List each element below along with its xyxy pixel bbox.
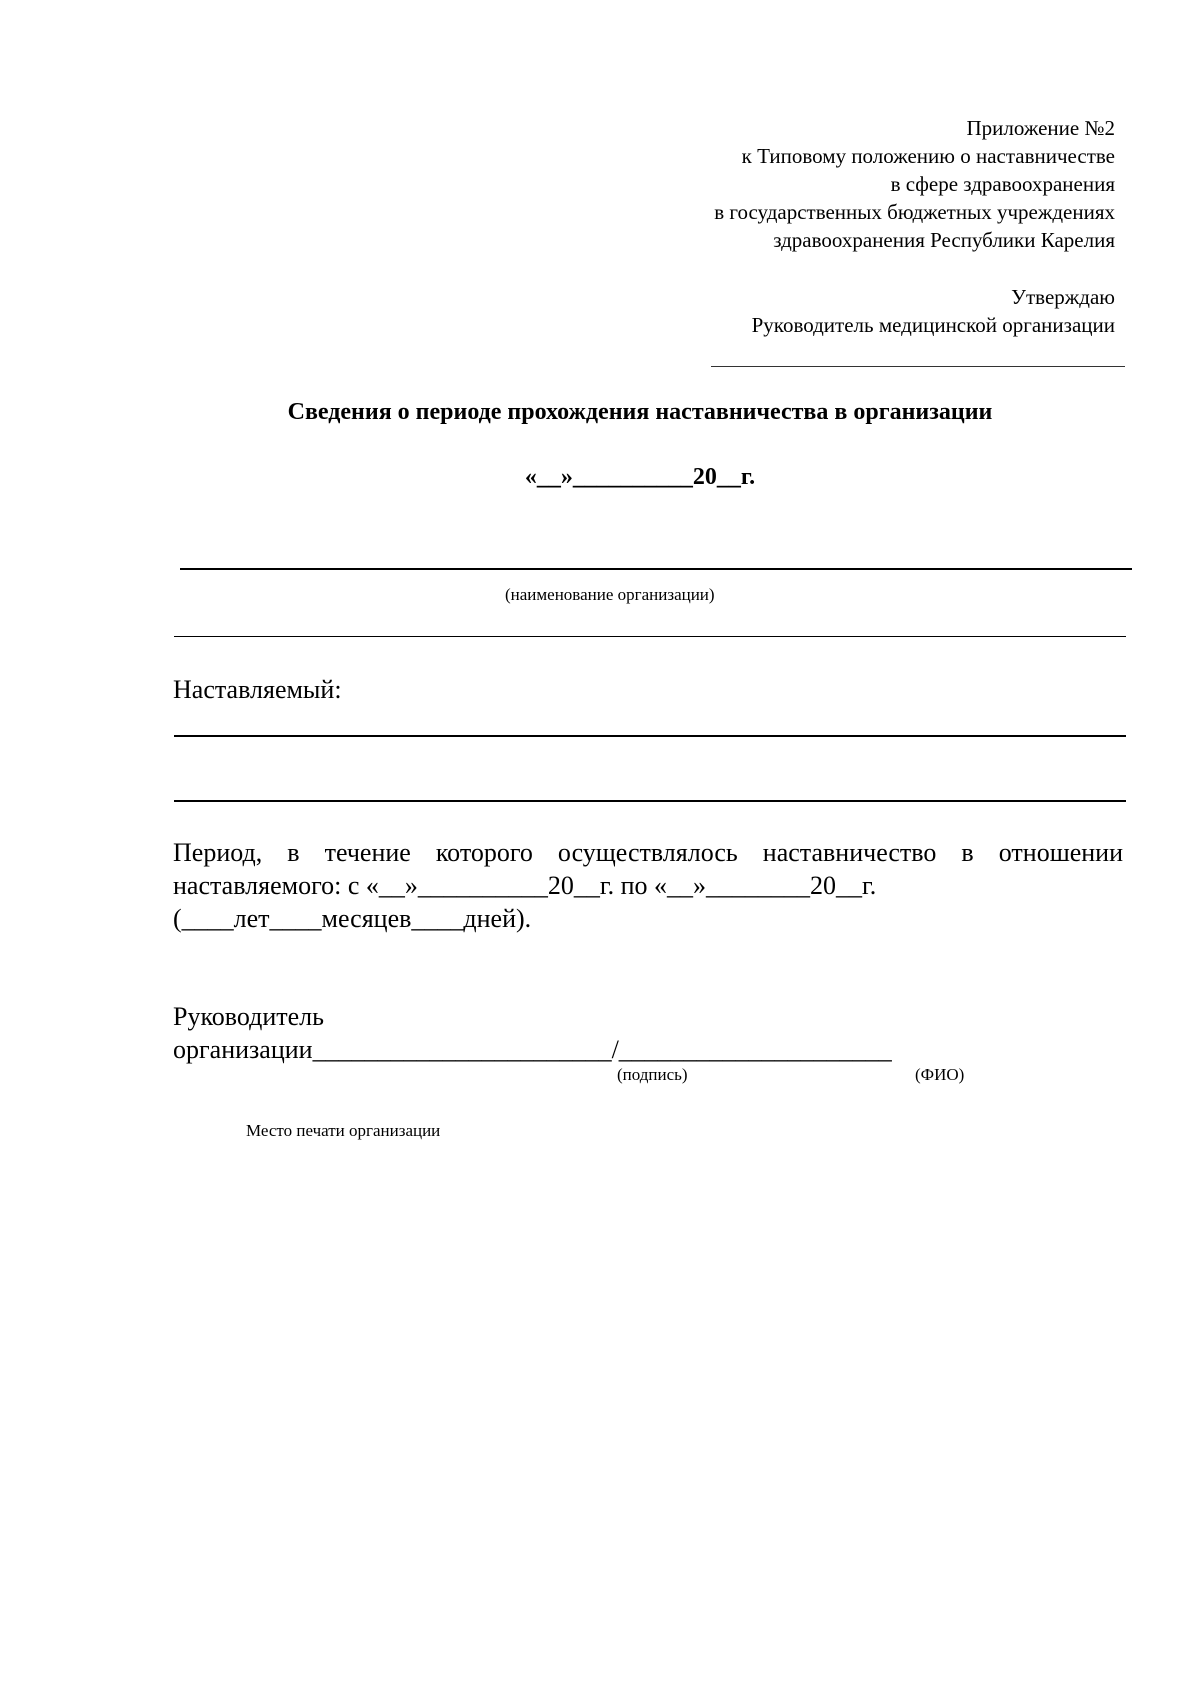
mentee-line-1 [174,735,1126,737]
mentee-line-2 [174,800,1126,802]
appendix-line-1: к Типовому положению о наставничестве [741,144,1115,168]
appendix-line-4: здравоохранения Республики Карелия [773,228,1115,252]
period-line-2: наставляемого: с «__»__________20__г. по «__»________20__г. [173,871,877,900]
organization-name-line [180,568,1132,570]
approval-block [555,283,1115,339]
stamp-place: Место печати организации [246,1121,441,1140]
document-date: «__»__________20__г. [524,464,756,490]
period-line-1: Период, в течение которого осуществлялось наставничество в отношении [173,838,1123,867]
approval-word: Утверждаю [1011,285,1115,309]
name-caption: (ФИО) [915,1065,965,1084]
appendix-line-3: в государственных бюджетных учреждениях [714,200,1115,224]
mentee-label: Наставляемый: [173,675,342,704]
signature-role-line-2: организации_______________________/_____________________ [173,1035,892,1064]
approval-signature-line [711,366,1125,367]
appendix-line-2: в сфере здравоохранения [890,172,1115,196]
appendix-number: Приложение №2 [966,116,1115,140]
mentorship-period [173,836,1123,935]
signature-caption: (подпись) [617,1065,688,1084]
approval-head: Руководитель медицинской организации [751,313,1115,337]
organization-caption: (наименование организации) [505,585,715,604]
period-line-3: (____лет____месяцев____дней). [173,904,532,933]
organization-name-line-2 [174,636,1126,637]
signature-role-line-1: Руководитель [173,1002,324,1031]
document-title: Сведения о периоде прохождения наставничества в организации [287,399,993,425]
appendix-header [555,114,1115,254]
